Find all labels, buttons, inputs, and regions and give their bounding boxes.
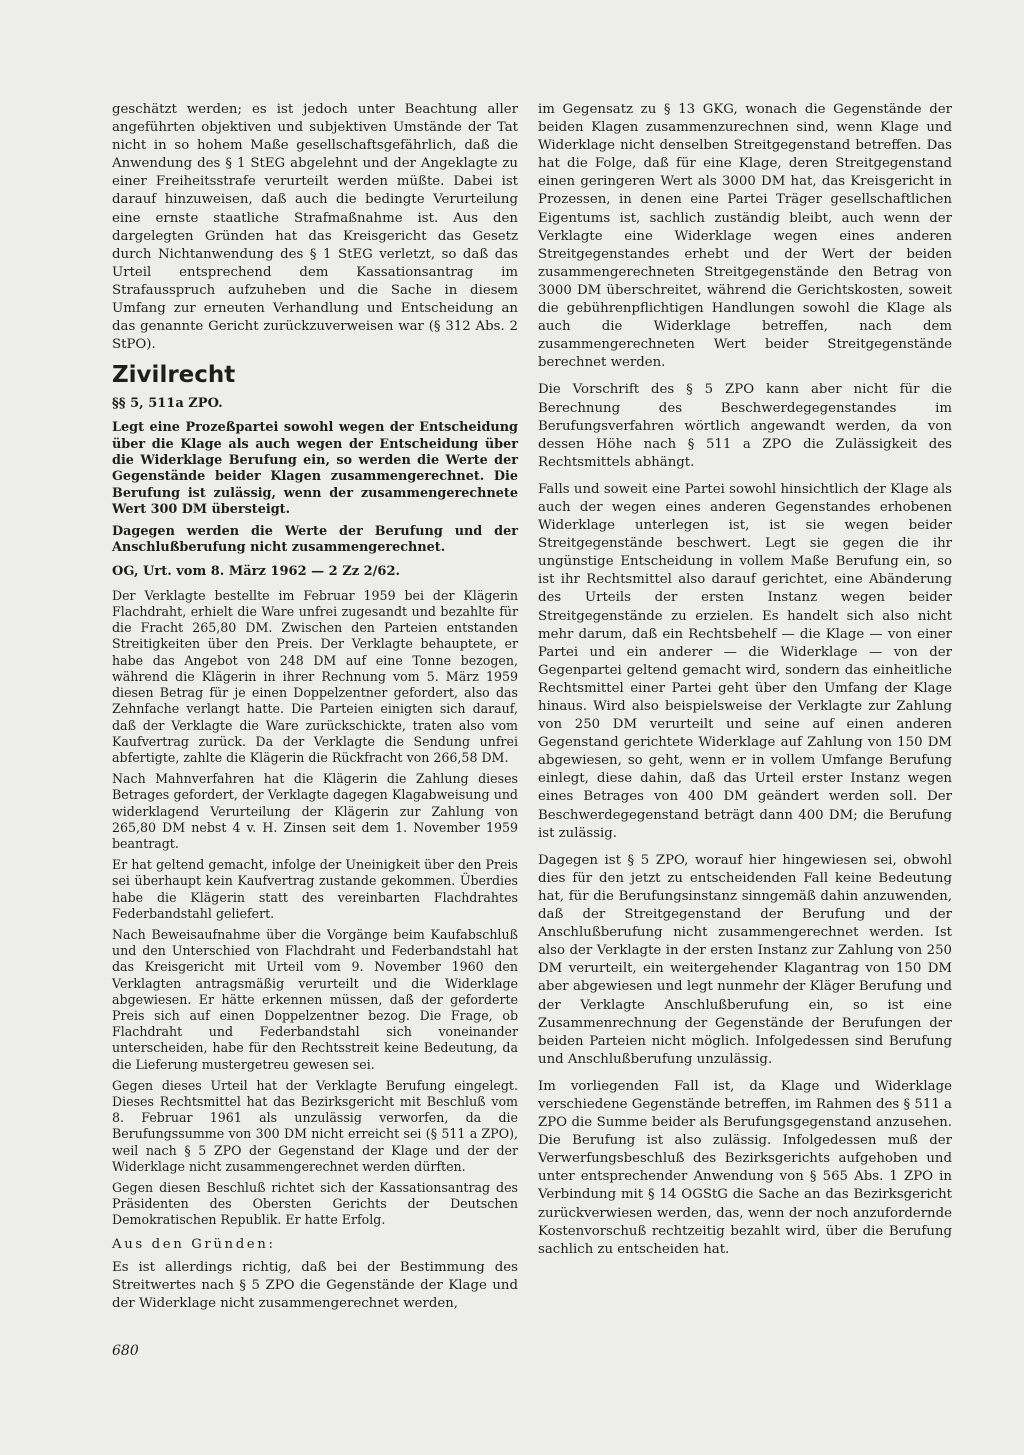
facts-paragraph: Nach Beweisaufnahme über die Vorgänge beim Kaufabschluß und den Unterschied von Flachdraht und Federbandstahl hat das Kreisgericht mit Urteil vom 9. November 1960 den Verklagten antragsmäßig verurteilt und die Widerklage abgewiesen. Er hätte erkennen müssen, daß der geforderte Preis sich auf einen Doppelzentner bezog. Die Frage, ob Flachdraht und Federbandstahl sich voneinander unterscheiden, habe für den Rechtsstreit keine Bedeutung, da die Lieferung mustergetreu gewesen sei. [112,926,518,1072]
facts-paragraph: Gegen diesen Beschluß richtet sich der Kassationsantrag des Präsidenten des Obersten Gerichts der Deutschen Demokratischen Republik. Er hatte Erfolg. [112,1179,518,1228]
body-paragraph: Falls und soweit eine Partei sowohl hinsichtlich der Klage als auch der wegen eines anderen Gegenstandes erhobenen Widerklage unterlegen ist, ist sie wegen beider Streitgegenstände beschwert. Legt sie gegen die ihr ungünstige Entscheidung in vollem Maße Berufung ein, so ist ihr Rechtsmittel also darauf gerichtet, eine Abänderung des Urteils der ersten Instanz wegen beider Streitgegenstände zu erzielen. Es handelt sich also nicht mehr darum, daß ein Rechtsbehelf — die Klage — von einer Partei und ein anderer — die Widerklage — von der Gegenpartei geltend gemacht wird, sondern das einheitliche Rechtsmittel einer Partei geht über den Umfang der Klage hinaus. Wird also beispielsweise der Verklagte zur Zahlung von 250 DM verurteilt und seine auf einen anderen Gegenstand gerichtete Widerklage auf Zahlung von 150 DM abgewiesen, so geht, wenn er in vollem Umfange Berufung einlegt, diese dahin, daß das Urteil erster Instanz wegen eines Betrages von 400 DM geändert werden soll. Der Beschwerdegegenstand beträgt dann 400 DM; die Berufung ist zulässig. [538,481,952,841]
facts-paragraph: Gegen dieses Urteil hat der Verklagte Berufung eingelegt. Dieses Rechtsmittel hat das Bezirksgericht mit Beschluß vom 8. Februar 1961 als unzulässig verworfen, da die Berufungssumme von 300 DM nicht erreicht sei (§ 511 a ZPO), weil nach § 5 ZPO der Gegenstand der Klage und der der Widerklage nicht zusammengerechnet werden dürften. [112,1077,518,1174]
body-paragraph: im Gegensatz zu § 13 GKG, wonach die Gegenstände der beiden Klagen zusammenzurechnen sind, wenn Klage und Widerklage nicht denselben Streitgegenstand betreffen. Das hat die Folge, daß für eine Klage, deren Streitgegenstand einen geringeren Wert als 3000 DM hat, das Kreisgericht in Prozessen, in denen eine Partei Träger gesellschaftlichen Eigentums ist, sachlich zuständig bleibt, auch wenn der Verklagte eine Widerklage wegen eines anderen Streitgegenstandes erhebt und der Wert der beiden zusammengerechneten Streitgegenstände den Betrag von 3000 DM überschreitet, während die Gerichtskosten, soweit die gebührenpflichtigen Handlungen sowohl die Klage als auch die Widerklage betreffen, nach dem zusammengerechneten Wert beider Streitgegenstände berechnet werden. [538,102,952,371]
right-column [538,101,952,1268]
headnote-1: Legt eine Prozeßpartei sowohl wegen der Entscheidung über die Klage als auch wegen der Entscheidung über die Widerklage Berufung ein, so werden die Werte der Gegenstände beider Klagen zusammengerechnet. Die Berufung ist zulässig, wenn der zusammengerechnete Wert 300 DM übersteigt. [112,420,518,517]
facts-paragraph: Nach Mahnverfahren hat die Klägerin die Zahlung dieses Betrages gefordert, der Verklagte dagegen Klagabweisung und widerklagend Verurteilung der Klägerin zur Zahlung von 265,80 DM nebst 4 v. H. Zinsen seit dem 1. November 1959 beantragt. [112,771,518,851]
page-number: 680 [112,1343,139,1359]
body-paragraph: Im vorliegenden Fall ist, da Klage und Widerklage verschiedene Gegenstände betreffen, im Rahmen des § 511 a ZPO die Summe beider als Berufungsgegenstand anzusehen. Die Berufung ist also zulässig. Infolgedessen muß der Verwerfungsbeschluß des Bezirksgerichts aufgehoben und unter entsprechender Anwendung von § 565 Abs. 1 ZPO in Verbindung mit § 14 OGStG die Sache an das Bezirksgericht zurückverwiesen werden, das, wenn der noch anzufordernde Kostenvorschuß rechtzeitig bezahlt wird, über die Berufung sachlich zu entscheiden hat. [538,1078,952,1257]
headnote-2: Dagegen werden die Werte der Berufung und der Anschlußberufung nicht zusammengerechnet. [112,524,518,556]
intro-paragraph: geschätzt werden; es ist jedoch unter Beachtung aller angeführten objektiven und subjektiven Umstände der Tat nicht in so hohem Maße gesellschaftsgefährlich, daß die Anwendung des § 1 StEG abgelehnt und der Angeklagte zu einer Freiheitsstrafe verurteilt werden müßte. Dabei ist darauf hinzuweisen, daß auch die bedingte Verurteilung eine ernste staatliche Strafmaßnahme ist. Aus den dargelegten Gründen hat das Kreisgericht das Gesetz durch Nichtanwendung des § 1 StEG verletzt, so daß das Urteil entsprechend dem Kassationsantrag im Strafausspruch aufzuheben und die Sache in diesem Umfang zur erneuten Verhandlung und Entscheidung an das genannte Gericht zurückzuverweisen war (§ 312 Abs. 2 StPO). [112,102,518,353]
section-heading: Zivilrecht [112,362,236,389]
court-citation: OG, Urt. vom 8. März 1962 — 2 Zz 2/62. [112,563,401,579]
reasons-heading: Aus den Gründen: [112,1236,276,1252]
facts-paragraph: Er hat geltend gemacht, infolge der Uneinigkeit über den Preis sei überhaupt kein Kaufvertrag zustande gekommen. Überdies habe die Klägerin statt des vereinbarten Flachdrahtes Federbandstahl geliefert. [112,857,518,921]
statute-reference: §§ 5, 511a ZPO. [112,396,223,412]
body-paragraph: Dagegen ist § 5 ZPO, worauf hier hingewiesen sei, obwohl dies für den jetzt zu entscheidenden Fall keine Bedeutung hat, für die Berufungsinstanz sinngemäß dahin anzuwenden, daß der Streitgegenstand der Berufung und der Anschlußberufung nicht zusammengerechnet werden. Ist also der Verklagte in der ersten Instanz zur Zahlung von 250 DM verurteilt, ein weitergehender Klagantrag von 150 DM aber abgewiesen und legt nunmehr der Kläger Berufung und der Verklagte Anschlußberufung ein, so ist eine Zusammenrechnung der Gegenstände der Berufungen der beiden Parteien nicht möglich. Infolgedessen sind Berufung und Anschlußberufung unzulässig. [538,852,952,1067]
body-paragraph: Die Vorschrift des § 5 ZPO kann aber nicht für die Berechnung des Beschwerdegegenstandes im Berufungsverfahren wörtlich angewandt werden, da von dessen Höhe nach § 511 a ZPO die Zulässigkeit des Rechtsmittels abhängt. [538,382,952,470]
left-column [112,101,518,1319]
reasons-paragraph: Es ist allerdings richtig, daß bei der Bestimmung des Streitwertes nach § 5 ZPO die Gegenstände der Klage und der Widerklage nicht zusammengerechnet werden, [112,1259,518,1311]
facts-paragraph: Der Verklagte bestellte im Februar 1959 bei der Klägerin Flachdraht, erhielt die Ware unfrei zugesandt und bezahlte für die Fracht 265,80 DM. Zwischen den Parteien entstanden Streitigkeiten über den Preis. Der Verklagte behauptete, er habe das Angebot von 248 DM auf eine Tonne bezogen, während die Klägerin in ihrer Rechnung vom 5. März 1959 diesen Betrag für je einen Doppelzentner gefordert, also das Zehnfache verlangt hatte. Die Parteien einigten sich darauf, daß der Verklagte die Ware zurückschickte, traten also vom Kaufvertrag zurück. Da der Verklagte die Sendung unfrei abfertigte, zahlte die Klägerin die Rückfracht von 266,58 DM. [112,587,518,765]
